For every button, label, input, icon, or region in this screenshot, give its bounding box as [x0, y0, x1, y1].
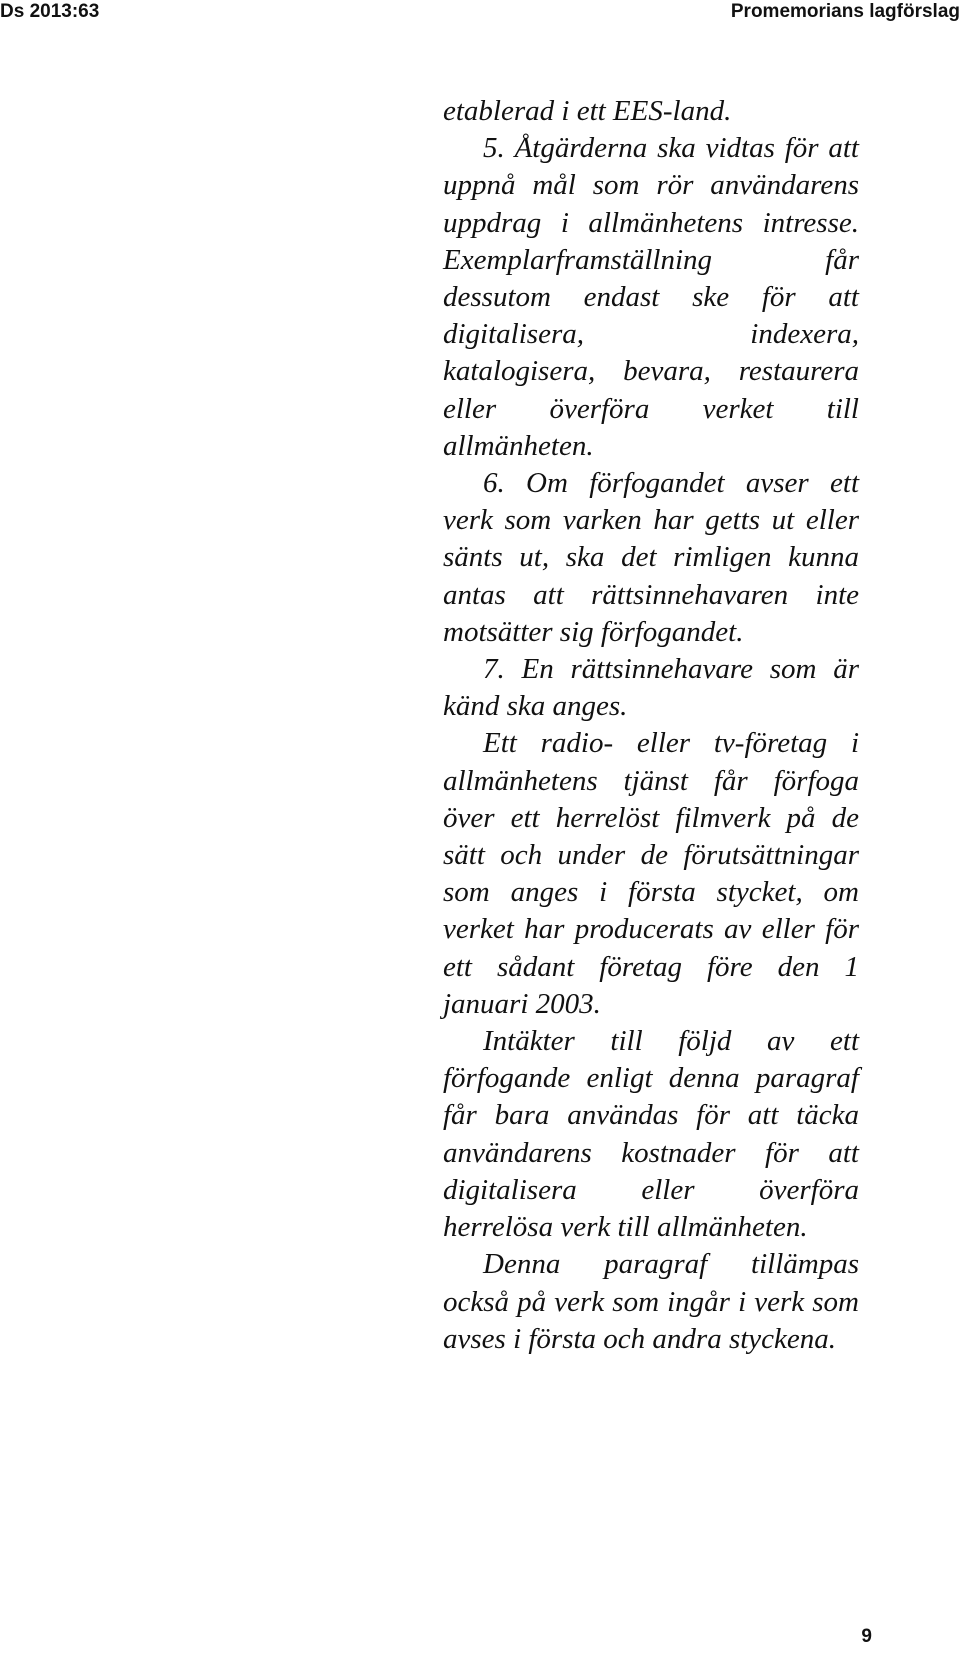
paragraph-income: Intäkter till följd av ett förfogande enligt denna paragraf får bara användas för att täcka användarens kostnader för att digitalisera eller överföra herrelösa verk till allmänheten.: [443, 1025, 859, 1244]
paragraph-item-6: 6. Om förfogandet avser ett verk som varken har getts ut eller sänts ut, ska det rimligen kunna antas att rättsinnehavaren inte motsätter sig förfogandet.: [443, 467, 859, 648]
page-number: 9: [861, 1626, 872, 1647]
section-title: Promemorians lagförslag: [730, 1, 960, 22]
paragraph-radio-tv: Ett radio- eller tv-företag i allmänhetens tjänst får förfoga över ett herrelöst filmverk på de sätt och under de förutsättningar som anges i första stycket, om verket har producerats av eller för ett sådant företag före den 1 januari 2003.: [443, 727, 859, 1020]
page-header: [0, 0, 960, 28]
paragraph-continuation: etablerad i ett EES-land.: [443, 95, 732, 127]
paragraph-item-7: 7. En rättsinnehavare som är känd ska anges.: [443, 653, 859, 723]
document-reference: Ds 2013:63: [0, 1, 100, 22]
paragraph-scope: Denna paragraf tillämpas också på verk som ingår i verk som avses i första och andra styckena.: [443, 1248, 859, 1355]
paragraph-item-5: 5. Åtgärderna ska vidtas för att uppnå mål som rör användarens uppdrag i allmänhetens intresse. Exemplarframställning får dessutom endast ske för att digitalisera, indexera, katalogisera, bevara, restaurera eller överföra verket till allmänheten.: [443, 132, 859, 462]
body-text-column: [443, 93, 859, 1358]
